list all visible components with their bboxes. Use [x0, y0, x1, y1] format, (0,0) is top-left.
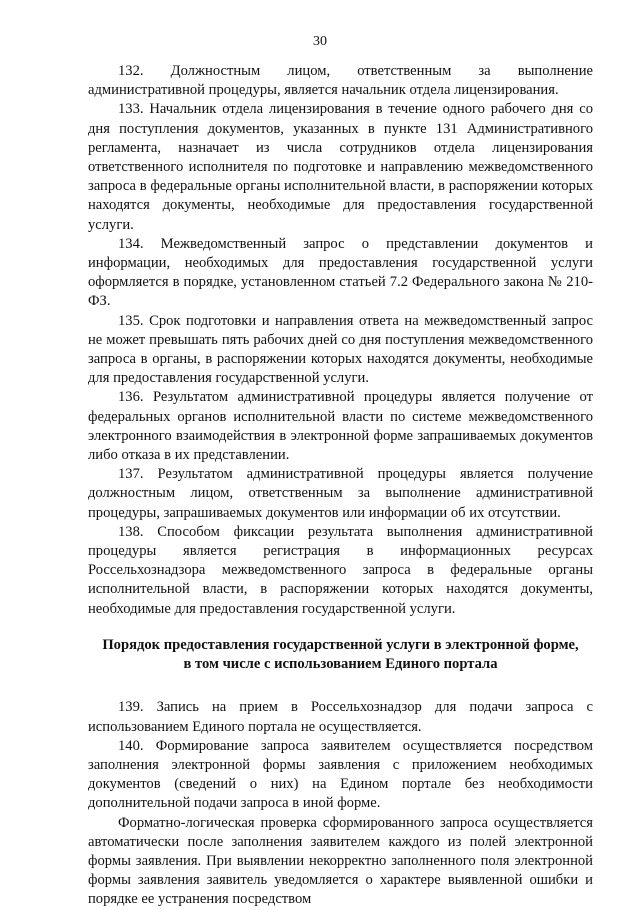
paragraph-139: 139. Запись на прием в Россельхознадзор для подачи запроса с использованием Единого портала не осуществляется. [88, 699, 593, 735]
paragraph-140: 140. Формирование запроса заявителем осуществляется посредством заполнения электронной формы заявления с приложением необходимых документов (сведений о них) на Едином портале без необходимости дополнительной подачи запроса в иной форме. [88, 737, 593, 812]
paragraph-132: 132. Должностным лицом, ответственным за выполнение административной процедуры, является начальник отдела лицензирования. [88, 63, 593, 99]
paragraph-133: 133. Начальник отдела лицензирования в течение одного рабочего дня со дня поступления документов, указанных в пункте 131 Административного регламента, назначает из числа сотрудников отдела лицензирования ответственного исполнителя по подготовке и направлению межведомственного запроса в федеральные органы исполнительной власти, в распоряжении которых находятся документы, необходимые для предоставления государственной услуги. [88, 101, 593, 233]
paragraph-format-check: Форматно-логическая проверка сформированного запроса осуществляется автоматически после заполнения заявителем каждого из полей электронной формы заявления. При выявлении некорректно заполненного поля электронной формы заявления заявитель уведомляется о характере выявленной ошибки и порядке ее устранения посредством [88, 814, 593, 908]
section-heading-line-2: в том числе с использованием Единого портала [183, 656, 498, 673]
page-number: 30 [313, 34, 327, 49]
paragraph-138: 138. Способом фиксации результата выполнения административной процедуры является регистрация в информационных ресурсах Россельхознадзора межведомственного запроса в федеральные органы исполнительной власти, в распоряжении которых находятся документы, необходимые для предоставления государственной услуги. [88, 523, 593, 617]
paragraph-134: 134. Межведомственный запрос о представлении документов и информации, необходимых для предоставления государственной услуги оформляется в порядке, установленном статьей 7.2 Федерального закона № 210-ФЗ. [88, 235, 593, 310]
section-heading [88, 636, 593, 674]
paragraph-135: 135. Срок подготовки и направления ответа на межведомственный запрос не может превышать пять рабочих дней со дня поступления межведомственного запроса в органы, в распоряжении которых находятся документы, необходимые для предоставления государственной услуги. [88, 312, 593, 387]
paragraph-137: 137. Результатом административной процедуры является получение должностным лицом, ответственным за выполнение административной процедуры, запрашиваемых документов или информации об их отсутствии. [88, 466, 593, 521]
document-body [88, 62, 593, 910]
paragraph-136: 136. Результатом административной процедуры является получение от федеральных органов исполнительной власти по системе межведомственного электронного взаимодействия в электронной форме запрашиваемых документов либо отказа в их представлении. [88, 389, 593, 464]
section-heading-line-1: Порядок предоставления государственной услуги в электронной форме, [102, 636, 579, 653]
